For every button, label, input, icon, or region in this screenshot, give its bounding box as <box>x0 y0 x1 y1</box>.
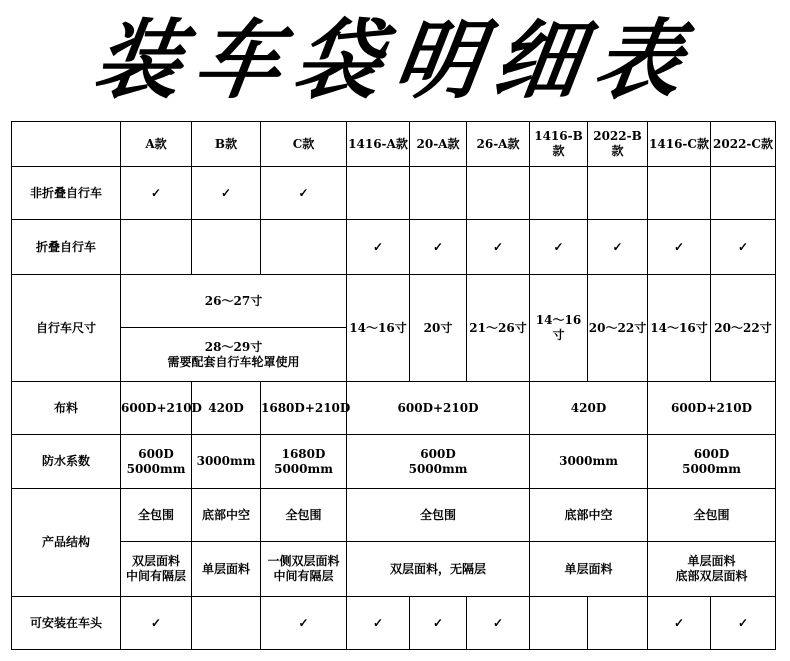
structure-bottom-b: 单层面料 <box>192 542 261 597</box>
structure-top-group-c: 全包围 <box>648 489 776 542</box>
structure-bottom-a-line2: 中间有隔层 <box>125 569 186 583</box>
check-mark: ✓ <box>261 167 347 220</box>
check-mark: ✓ <box>588 220 648 275</box>
empty-cell <box>467 167 530 220</box>
col-header-1416-a: 1416-A款 <box>347 122 410 167</box>
waterproof-group-a <box>347 435 530 489</box>
waterproof-group-b: 3000mm <box>530 435 648 489</box>
empty-cell <box>192 220 261 275</box>
empty-cell <box>261 220 347 275</box>
structure-bottom-group-a: 双层面料，无隔层 <box>347 542 530 597</box>
col-header-26-a: 26-A款 <box>467 122 530 167</box>
size-2022-c: 20～22寸 <box>711 275 776 382</box>
check-mark: ✓ <box>711 597 776 650</box>
structure-bottom-group-b: 单层面料 <box>530 542 648 597</box>
size-abc-top: 26～27寸 <box>121 275 347 328</box>
header-corner <box>12 122 121 167</box>
col-header-2022-c: 2022-C款 <box>711 122 776 167</box>
check-mark: ✓ <box>261 597 347 650</box>
check-mark: ✓ <box>648 220 711 275</box>
waterproof-group-c <box>648 435 776 489</box>
structure-bottom-gc-line1: 单层面料 <box>687 554 736 568</box>
col-header-1416-b: 1416-B款 <box>530 122 588 167</box>
check-mark: ✓ <box>648 597 711 650</box>
size-abc-note: 需要配套自行车轮罩使用 <box>167 354 300 369</box>
row-label-size: 自行车尺寸 <box>12 275 121 382</box>
empty-cell <box>588 597 648 650</box>
row-label-structure: 产品结构 <box>12 489 121 597</box>
empty-cell <box>121 220 192 275</box>
structure-top-group-b: 底部中空 <box>530 489 648 542</box>
structure-bottom-gc-line2: 底部双层面料 <box>675 569 748 583</box>
fabric-group-b: 420D <box>530 382 648 435</box>
structure-bottom-c-line2: 中间有隔层 <box>273 569 334 583</box>
waterproof-c-line1: 1680D <box>281 446 326 461</box>
check-mark: ✓ <box>347 220 410 275</box>
fabric-group-a: 600D+210D <box>347 382 530 435</box>
size-abc-bottom <box>121 328 347 382</box>
structure-bottom-c <box>261 542 347 597</box>
waterproof-ga-line1: 600D <box>420 446 456 461</box>
col-header-a: A款 <box>121 122 192 167</box>
check-mark: ✓ <box>711 220 776 275</box>
spec-table <box>11 121 776 650</box>
check-mark: ✓ <box>467 597 530 650</box>
fabric-a: 600D+210D <box>121 382 192 435</box>
check-mark: ✓ <box>192 167 261 220</box>
fabric-c: 1680D+210D <box>261 382 347 435</box>
waterproof-gc-line2: 5000mm <box>682 461 741 476</box>
waterproof-c-line2: 5000mm <box>274 461 333 476</box>
empty-cell <box>347 167 410 220</box>
row-waterproof <box>12 435 776 489</box>
row-bike-size <box>12 275 776 328</box>
row-structure <box>12 489 776 542</box>
empty-cell <box>192 597 261 650</box>
size-26-a: 21～26寸 <box>467 275 530 382</box>
check-mark: ✓ <box>347 597 410 650</box>
row-label-front-mount: 可安装在车头 <box>12 597 121 650</box>
row-label-nonfolding: 非折叠自行车 <box>12 167 121 220</box>
size-1416-c: 14～16寸 <box>648 275 711 382</box>
page-title: 装车袋明细表 <box>87 11 703 111</box>
size-abc-bottom-range: 28～29寸 <box>204 339 263 354</box>
check-mark: ✓ <box>121 597 192 650</box>
row-fabric <box>12 382 776 435</box>
header-row <box>12 122 776 167</box>
waterproof-gc-line1: 600D <box>693 446 730 461</box>
empty-cell <box>648 167 711 220</box>
empty-cell <box>410 167 467 220</box>
row-front-mount <box>12 597 776 650</box>
size-1416-b: 14～16寸 <box>530 275 588 382</box>
empty-cell <box>711 167 776 220</box>
row-folding-bike <box>12 220 776 275</box>
row-structure-2 <box>12 542 776 597</box>
check-mark: ✓ <box>410 220 467 275</box>
waterproof-a-line1: 600D <box>138 446 174 461</box>
row-label-fabric: 布料 <box>12 382 121 435</box>
col-header-1416-c: 1416-C款 <box>648 122 711 167</box>
waterproof-a <box>121 435 192 489</box>
waterproof-a-line2: 5000mm <box>126 461 186 476</box>
check-mark: ✓ <box>530 220 588 275</box>
structure-top-b: 底部中空 <box>192 489 261 542</box>
size-20-a: 20寸 <box>410 275 467 382</box>
fabric-b: 420D <box>192 382 261 435</box>
structure-bottom-a-line1: 双层面料 <box>131 554 180 568</box>
check-mark: ✓ <box>467 220 530 275</box>
row-nonfolding-bike <box>12 167 776 220</box>
structure-bottom-c-line1: 一侧双层面料 <box>267 554 340 568</box>
waterproof-b: 3000mm <box>192 435 261 489</box>
row-label-waterproof: 防水系数 <box>12 435 121 489</box>
structure-top-a: 全包围 <box>121 489 192 542</box>
empty-cell <box>530 597 588 650</box>
fabric-group-c: 600D+210D <box>648 382 776 435</box>
row-label-folding: 折叠自行车 <box>12 220 121 275</box>
check-mark: ✓ <box>410 597 467 650</box>
structure-top-c: 全包围 <box>261 489 347 542</box>
size-2022-b: 20～22寸 <box>588 275 648 382</box>
col-header-c: C款 <box>261 122 347 167</box>
col-header-b: B款 <box>192 122 261 167</box>
structure-bottom-a <box>121 542 192 597</box>
empty-cell <box>530 167 588 220</box>
structure-top-group-a: 全包围 <box>347 489 530 542</box>
empty-cell <box>588 167 648 220</box>
waterproof-c <box>261 435 347 489</box>
waterproof-ga-line2: 5000mm <box>408 461 468 476</box>
check-mark: ✓ <box>121 167 192 220</box>
structure-bottom-group-c <box>648 542 776 597</box>
size-1416-a: 14～16寸 <box>347 275 410 382</box>
col-header-2022-b: 2022-B款 <box>588 122 648 167</box>
col-header-20-a: 20-A款 <box>410 122 467 167</box>
